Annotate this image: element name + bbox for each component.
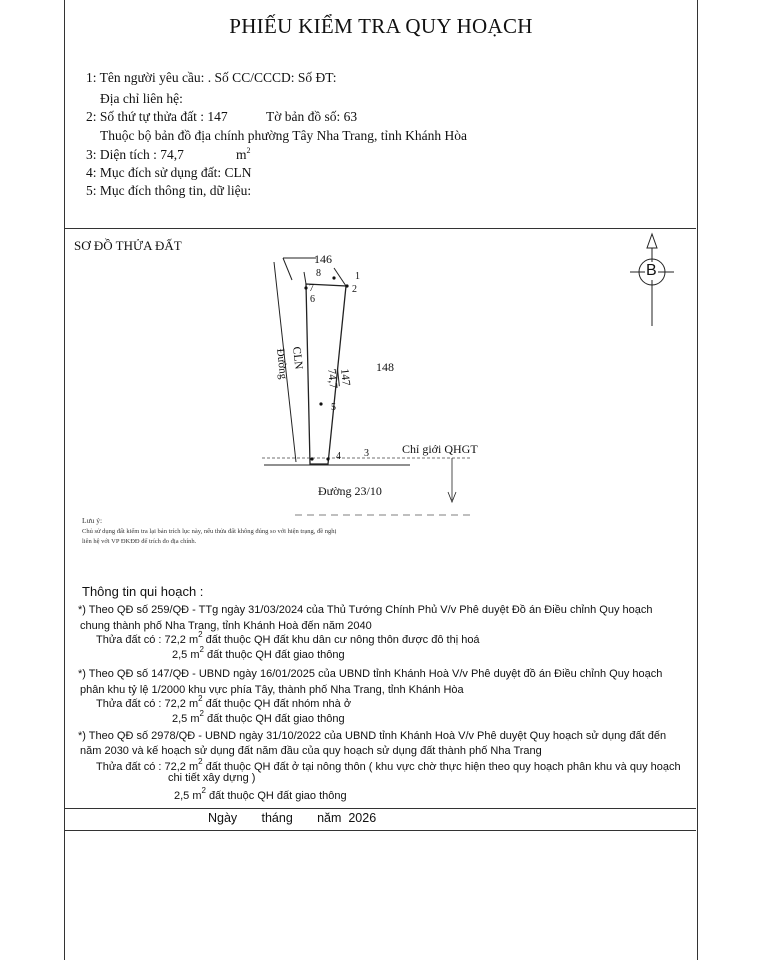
parcel-edge-top-right: [334, 268, 346, 286]
point-7: [304, 286, 307, 289]
footer-date: Ngày tháng năm 2026: [208, 811, 377, 825]
point-4: [310, 457, 313, 460]
decision-1-item-b: 2,5 $m^2$ đất thuộc QH đất giao thông: [172, 645, 345, 661]
parcel-code: CLN: [290, 346, 305, 371]
diagram-heading: SƠ ĐỒ THỬA ĐẤT: [74, 238, 182, 253]
point-3: [326, 457, 329, 460]
note-line-1: Chủ sử dụng đất kiểm tra lại bản trích lục này, nếu thửa đất không đúng so với hiện trạng, đề nghị: [82, 528, 337, 535]
map-set-line: Thuộc bộ bản đồ địa chính phường Tây Nha Trang, tỉnh Khánh Hòa: [100, 128, 468, 143]
decision-2-item-a: Thửa đất có : 72,2 $m^2$ đất thuộc QH đất nhóm nhà ở: [96, 694, 352, 710]
decision-3-item-a-cont: chi tiết xây dựng ): [168, 772, 256, 784]
bottom-road-label: Đường 23/10: [318, 484, 382, 498]
side-road-label: Đường: [274, 348, 290, 380]
note-line-2: liên hệ với VP ĐKĐĐ để trích đo địa chính.: [82, 538, 197, 545]
label-point-1: 1: [355, 271, 360, 282]
label-point-3: 3: [364, 448, 369, 459]
decision-1-line-2: chung thành phố Nha Trang, tỉnh Khánh Hoà đến năm 2040: [80, 620, 372, 632]
decision-1-item-a: Thửa đất có : 72,2 $m^2$ đất thuộc QH đất khu dân cư nông thôn được đô thị hoá: [96, 630, 480, 646]
label-point-2: 2: [352, 284, 357, 295]
map-sheet-number: Tờ bản đồ số: 63: [266, 109, 358, 124]
decision-2-line-1: *) Theo QĐ số 147/QĐ - UBND ngày 16/01/2025 của UBND tỉnh Khánh Hoà V/v Phê duyệt đồ án Điều chỉnh Quy hoạch: [78, 668, 663, 680]
point-8: [332, 276, 335, 279]
label-point-7: 7: [309, 283, 314, 294]
decision-2-item-b: 2,5 $m^2$ đất thuộc QH đất giao thông: [172, 709, 345, 725]
decision-1-line-1: *) Theo QĐ số 259/QĐ - TTg ngày 31/03/2024 của Thủ Tướng Chính Phủ V/v Phê duyệt Đồ án Điều chỉnh Quy hoạch: [78, 604, 653, 616]
point-5: [319, 402, 322, 405]
decision-3-item-b: 2,5 $m^2$ đất thuộc QH đất giao thông: [174, 786, 347, 802]
compass-label: B: [646, 262, 657, 279]
parcel-number-label: 147: [338, 368, 352, 387]
form-title: PHIẾU KIỂM TRA QUY HOẠCH: [229, 14, 533, 38]
neighbor-parcel-146: 146: [314, 252, 332, 266]
decision-3-line-2: năm 2030 và kế hoạch sử dụng đất năm đầu của quy hoạch sử dụng đất thành phố Nha Trang: [80, 745, 542, 757]
area-unit: $m^2$: [236, 146, 251, 162]
road-edge-line-a: [283, 258, 292, 280]
note-label: Lưu ý:: [82, 516, 103, 525]
neighbor-parcel-148: 148: [376, 360, 394, 374]
area-line: 3: Diện tích : 74,7: [86, 147, 184, 162]
label-point-8: 8: [316, 268, 321, 279]
address-line: Địa chỉ liên hệ:: [100, 91, 183, 106]
parcel-edge-top: [304, 272, 306, 284]
decision-3-item-a: Thửa đất có : 72,2 $m^2$ đất thuộc QH đất ở tại nông thôn ( khu vực chờ thực hiện theo quy hoạch phân khu và quy hoạch: [96, 757, 681, 773]
requester-line: 1: Tên người yêu cầu: . Số CC/CCCD: Số ĐT:: [86, 70, 337, 85]
label-point-6: 6: [310, 294, 315, 305]
planning-heading: Thông tin qui hoạch :: [82, 584, 204, 599]
parcel-area-label: 74,7: [325, 368, 340, 390]
decision-3-line-1: *) Theo QĐ số 2978/QĐ - UBND ngày 31/10/2022 của UBND tỉnh Khánh Hoà V/v Phê duyệt Quy hoạch sử dụng đất đến: [78, 730, 667, 742]
planning-boundary-label: Chỉ giới QHGT: [402, 442, 478, 456]
decision-2-line-2: phân khu tỷ lệ 1/2000 khu vực phía Tây, thành phố Nha Trang, tỉnh Khánh Hòa: [80, 684, 464, 696]
label-point-4: 4: [336, 451, 341, 462]
north-arrow-icon: [647, 234, 657, 248]
parcel-number: 2: Số thứ tự thửa đất : 147: [86, 109, 228, 124]
label-point-5: 5: [331, 402, 336, 413]
purpose-line: 5: Mục đích thông tin, dữ liệu:: [86, 183, 252, 198]
point-2: [345, 284, 348, 287]
land-use-line: 4: Mục đích sử dụng đất: CLN: [86, 165, 252, 180]
